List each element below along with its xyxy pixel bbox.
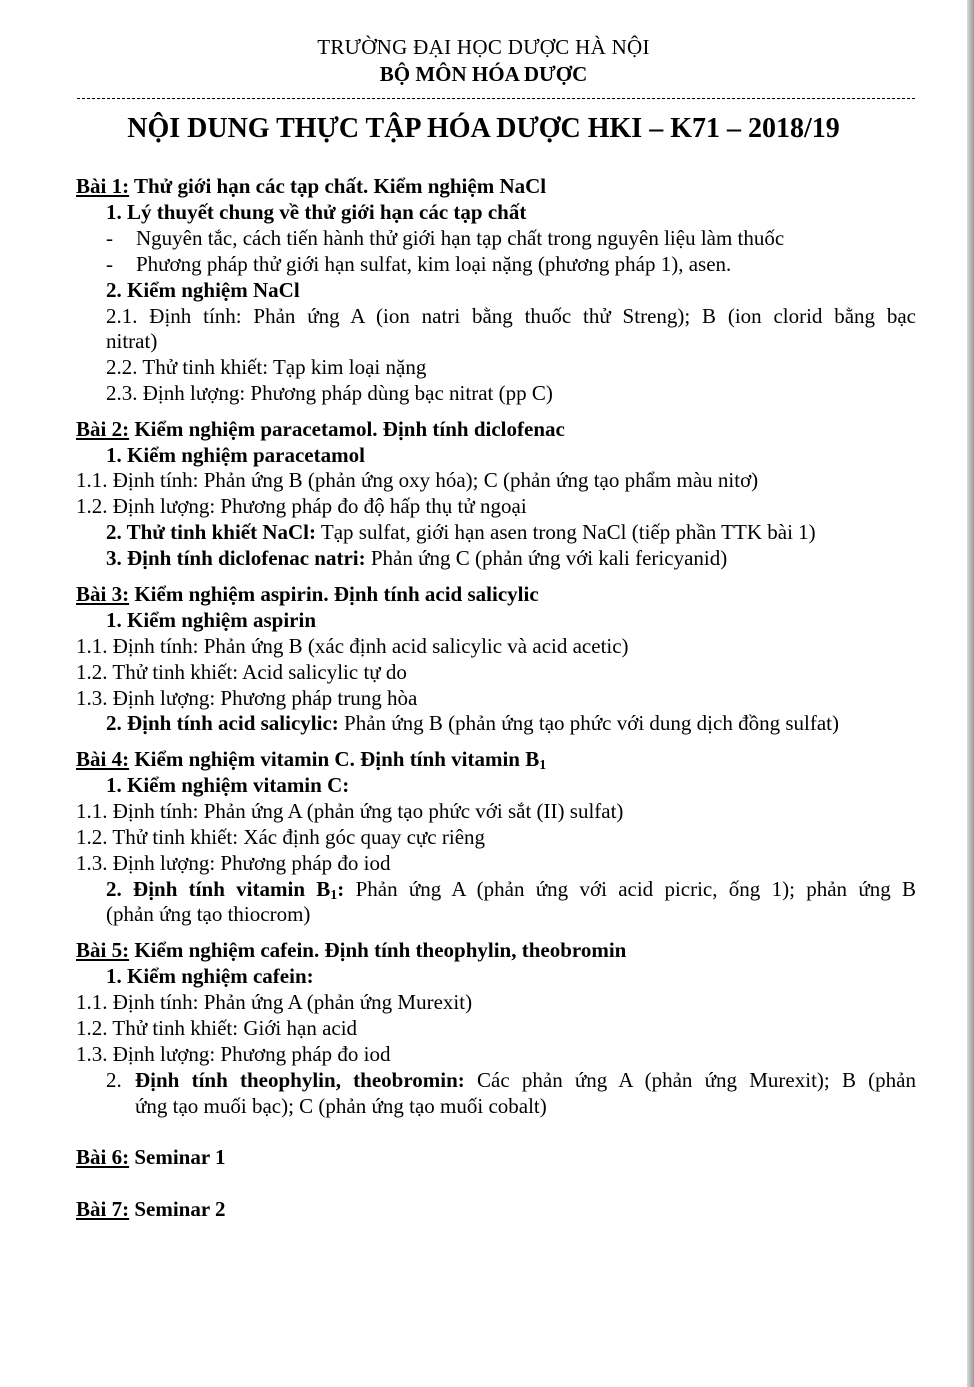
lesson-5-item-1-2: 1.2. Thử tinh khiết: Giới hạn acid — [76, 1016, 358, 1040]
lesson-7-heading — [76, 1196, 226, 1222]
lesson-5-title: Kiểm nghiệm cafein. Định tính theophylin, theobromin — [129, 938, 627, 962]
lesson-1-item-2-1: 2.1. Định tính: Phản ứng A (ion natri bằng thuốc thử Streng); B (ion clorid bằng bạc — [106, 304, 916, 328]
dashed-divider — [77, 98, 915, 99]
lesson-5-label: Bài 5: — [76, 938, 130, 962]
lesson-2-item-1-2: 1.2. Định lượng: Phương pháp đo độ hấp thụ tử ngoại — [76, 494, 527, 518]
document-title: NỘI DUNG THỰC TẬP HÓA DƯỢC HKI – K71 – 2018/19 — [127, 113, 840, 144]
lesson-3-heading — [76, 581, 539, 607]
lesson-1-heading — [76, 173, 546, 199]
lesson-4-label: Bài 4: — [76, 747, 130, 771]
lesson-5-item-1-1: 1.1. Định tính: Phản ứng A (phản ứng Murexit) — [76, 990, 473, 1014]
department-name: BỘ MÔN HÓA DƯỢC — [379, 62, 588, 86]
lesson-3-label: Bài 3: — [76, 582, 130, 606]
lesson-4-item-1-2: 1.2. Thử tinh khiết: Xác định góc quay cực riêng — [76, 825, 486, 849]
lesson-4-item-1-1: 1.1. Định tính: Phản ứng A (phản ứng tạo phức với sắt (II) sulfat) — [76, 799, 624, 823]
lesson-6-label: Bài 6: — [76, 1145, 130, 1169]
lesson-1-bullet-1: - Nguyên tắc, cách tiến hành thử giới hạn tạp chất trong nguyên liệu làm thuốc — [106, 226, 785, 250]
lesson-5-heading — [76, 937, 626, 963]
lesson-5-section-1: 1. Kiểm nghiệm cafein: — [106, 964, 314, 988]
university-name: TRƯỜNG ĐẠI HỌC DƯỢC HÀ NỘI — [317, 35, 650, 59]
lesson-3-item-1-1: 1.1. Định tính: Phản ứng B (xác định acid salicylic và acid acetic) — [76, 634, 629, 658]
lesson-1-label: Bài 1: — [76, 174, 130, 198]
lesson-5-item-1-3: 1.3. Định lượng: Phương pháp đo iod — [76, 1042, 391, 1066]
lesson-7-label: Bài 7: — [76, 1197, 130, 1221]
lesson-5-section-2-cont: ứng tạo muối bạc); C (phản ứng tạo muối cobalt) — [135, 1094, 547, 1118]
lesson-4-section-2-cont: (phản ứng tạo thiocrom) — [106, 902, 311, 926]
lesson-1-item-2-2: 2.2. Thử tinh khiết: Tạp kim loại nặng — [106, 355, 427, 379]
lesson-6-title: Seminar 1 — [129, 1145, 226, 1169]
lesson-6-heading — [76, 1144, 226, 1170]
page-edge-shadow — [967, 0, 974, 1387]
lesson-3-item-1-2: 1.2. Thử tinh khiết: Acid salicylic tự do — [76, 660, 407, 684]
lesson-5-section-2: Định tính theophylin, theobromin: Các phản ứng A (phản ứng Murexit); B (phản — [135, 1068, 916, 1092]
lesson-2-item-1-1: 1.1. Định tính: Phản ứng B (phản ứng oxy hóa); C (phản ứng tạo phẩm màu nitơ) — [76, 468, 759, 492]
lesson-1-title: Thử giới hạn các tạp chất. Kiểm nghiệm NaCl — [129, 174, 547, 198]
lesson-4-heading: Bài 4: Kiểm nghiệm vitamin C. Định tính vitamin $B_1$ — [76, 747, 547, 773]
lesson-5-section-2-num: 2. — [106, 1068, 122, 1092]
lesson-3-section-1: 1. Kiểm nghiệm aspirin — [106, 608, 317, 632]
lesson-2-title: Kiểm nghiệm paracetamol. Định tính diclofenac — [129, 417, 565, 441]
lesson-2-heading — [76, 416, 565, 442]
lesson-1-bullet-2: - Phương pháp thử giới hạn sulfat, kim loại nặng (phương pháp 1), asen. — [106, 252, 732, 276]
lesson-7-title: Seminar 2 — [129, 1197, 226, 1221]
lesson-4-section-1: 1. Kiểm nghiệm vitamin C: — [106, 773, 350, 797]
lesson-3-section-2: 2. Định tính acid salicylic: Phản ứng B (phản ứng tạo phức với dung dịch đồng sulfat) — [106, 711, 839, 735]
lesson-1-item-2-1-cont: nitrat) — [106, 329, 158, 353]
lesson-2-section-1: 1. Kiểm nghiệm paracetamol — [106, 443, 365, 467]
lesson-4-item-1-3: 1.3. Định lượng: Phương pháp đo iod — [76, 851, 391, 875]
lesson-1-item-2-3: 2.3. Định lượng: Phương pháp dùng bạc nitrat (pp C) — [106, 381, 553, 405]
lesson-2-section-3: 3. Định tính diclofenac natri: Phản ứng C (phản ứng với kali fericyanid) — [106, 546, 728, 570]
lesson-4-title: Kiểm nghiệm vitamin C. Định tính vitamin B — [129, 747, 540, 771]
lesson-1-section-2: 2. Kiểm nghiệm NaCl — [106, 278, 300, 302]
lesson-3-item-1-3: 1.3. Định lượng: Phương pháp trung hòa — [76, 686, 418, 710]
lesson-2-label: Bài 2: — [76, 417, 130, 441]
lesson-1-section-1: 1. Lý thuyết chung về thử giới hạn các tạp chất — [106, 200, 527, 224]
lesson-2-section-2: 2. Thử tinh khiết NaCl: Tạp sulfat, giới hạn asen trong NaCl (tiếp phần TTK bài 1) — [106, 520, 816, 544]
lesson-4-section-2: 2. Định tính vitamin $B_1$: Phản ứng A (phản ứng với acid picric, ống 1); phản ứng B — [106, 877, 916, 903]
lesson-3-title: Kiểm nghiệm aspirin. Định tính acid salicylic — [129, 582, 539, 606]
